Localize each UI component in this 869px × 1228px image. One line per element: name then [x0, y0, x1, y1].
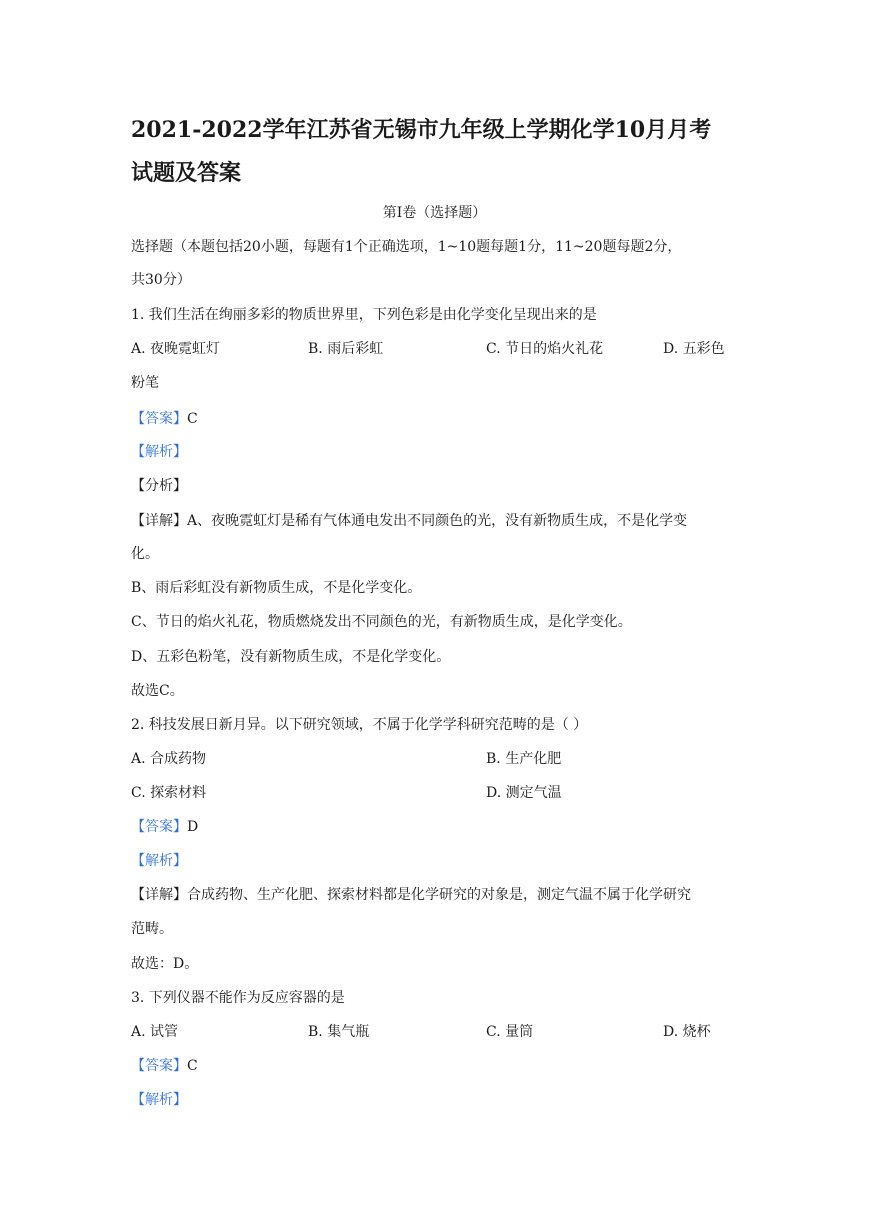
q2-answer-value: D [187, 819, 199, 835]
q2-detail-1-text: 合成药物、生产化肥、探索材料都是化学研究的对象是，测定气温不属于化学研究 [187, 887, 691, 903]
q3-answer-value: C [187, 1058, 198, 1074]
q3-option-b: B. 集气瓶 [308, 1024, 370, 1040]
detail-tag: 【详解】 [131, 887, 187, 903]
q1-detail-4: D、五彩色粉笔，没有新物质生成，不是化学变化。 [131, 649, 451, 665]
q1-detail-2: B、雨后彩虹没有新物质生成，不是化学变化。 [131, 580, 422, 596]
q1-answer [131, 409, 198, 429]
q3-option-c: C. 量筒 [486, 1024, 534, 1040]
instructions-line2: 共30分） [131, 272, 191, 288]
answer-tag: 【答案】 [131, 1058, 187, 1074]
q3-answer [131, 1056, 198, 1076]
q1-detail-3: C、节日的焰火礼花，物质燃烧发出不同颜色的光，有新物质生成，是化学变化。 [131, 614, 632, 630]
q3-analysis-tag: 【解析】 [131, 1092, 187, 1108]
q1-stem: 1. 我们生活在绚丽多彩的物质世界里，下列色彩是由化学变化呈现出来的是 [131, 307, 597, 323]
q2-detail-1-wrap: 范畴。 [131, 921, 173, 937]
q1-conclusion: 故选C。 [131, 683, 184, 699]
q2-option-a: A. 合成药物 [131, 751, 207, 767]
answer-tag: 【答案】 [131, 819, 187, 835]
q2-option-b: B. 生产化肥 [486, 751, 562, 767]
q2-detail-1 [131, 885, 691, 905]
section-heading: 第Ⅰ卷（选择题） [382, 205, 487, 221]
q1-option-d: D. 五彩色 [663, 341, 725, 357]
q3-option-a: A. 试管 [131, 1024, 179, 1040]
q2-analysis-tag: 【解析】 [131, 853, 187, 869]
detail-tag: 【详解】 [131, 513, 187, 529]
q1-fenxi-tag: 【分析】 [131, 478, 187, 494]
q2-answer [131, 817, 198, 837]
q2-stem: 2. 科技发展日新月异。以下研究领域，不属于化学学科研究范畴的是（ ） [131, 717, 588, 733]
q1-detail-1-wrap: 化。 [131, 546, 159, 562]
answer-tag: 【答案】 [131, 411, 187, 427]
q1-analysis-tag: 【解析】 [131, 444, 187, 460]
q2-conclusion: 故选：D。 [131, 956, 199, 972]
q1-answer-value: C [187, 411, 198, 427]
doc-title-line2: 试题及答案 [131, 160, 242, 186]
q1-detail-1-text: A、夜晚霓虹灯是稀有气体通电发出不同颜色的光，没有新物质生成，不是化学变 [187, 513, 688, 529]
instructions-line1: 选择题（本题包括20小题，每题有1个正确选项，1~10题每题1分，11~20题每题2分， [131, 239, 682, 255]
doc-title-line1: 2021-2022学年江苏省无锡市九年级上学期化学10月月考 [131, 117, 712, 143]
q1-option-d-wrap: 粉笔 [131, 375, 159, 391]
q1-detail-1 [131, 511, 687, 531]
q3-stem: 3. 下列仪器不能作为反应容器的是 [131, 990, 345, 1006]
q1-option-b: B. 雨后彩虹 [308, 341, 384, 357]
q2-option-c: C. 探索材料 [131, 785, 207, 801]
q3-option-d: D. 烧杯 [663, 1024, 711, 1040]
q2-option-d: D. 测定气温 [486, 785, 562, 801]
q1-option-c: C. 节日的焰火礼花 [486, 341, 604, 357]
q1-option-a: A. 夜晚霓虹灯 [131, 341, 221, 357]
